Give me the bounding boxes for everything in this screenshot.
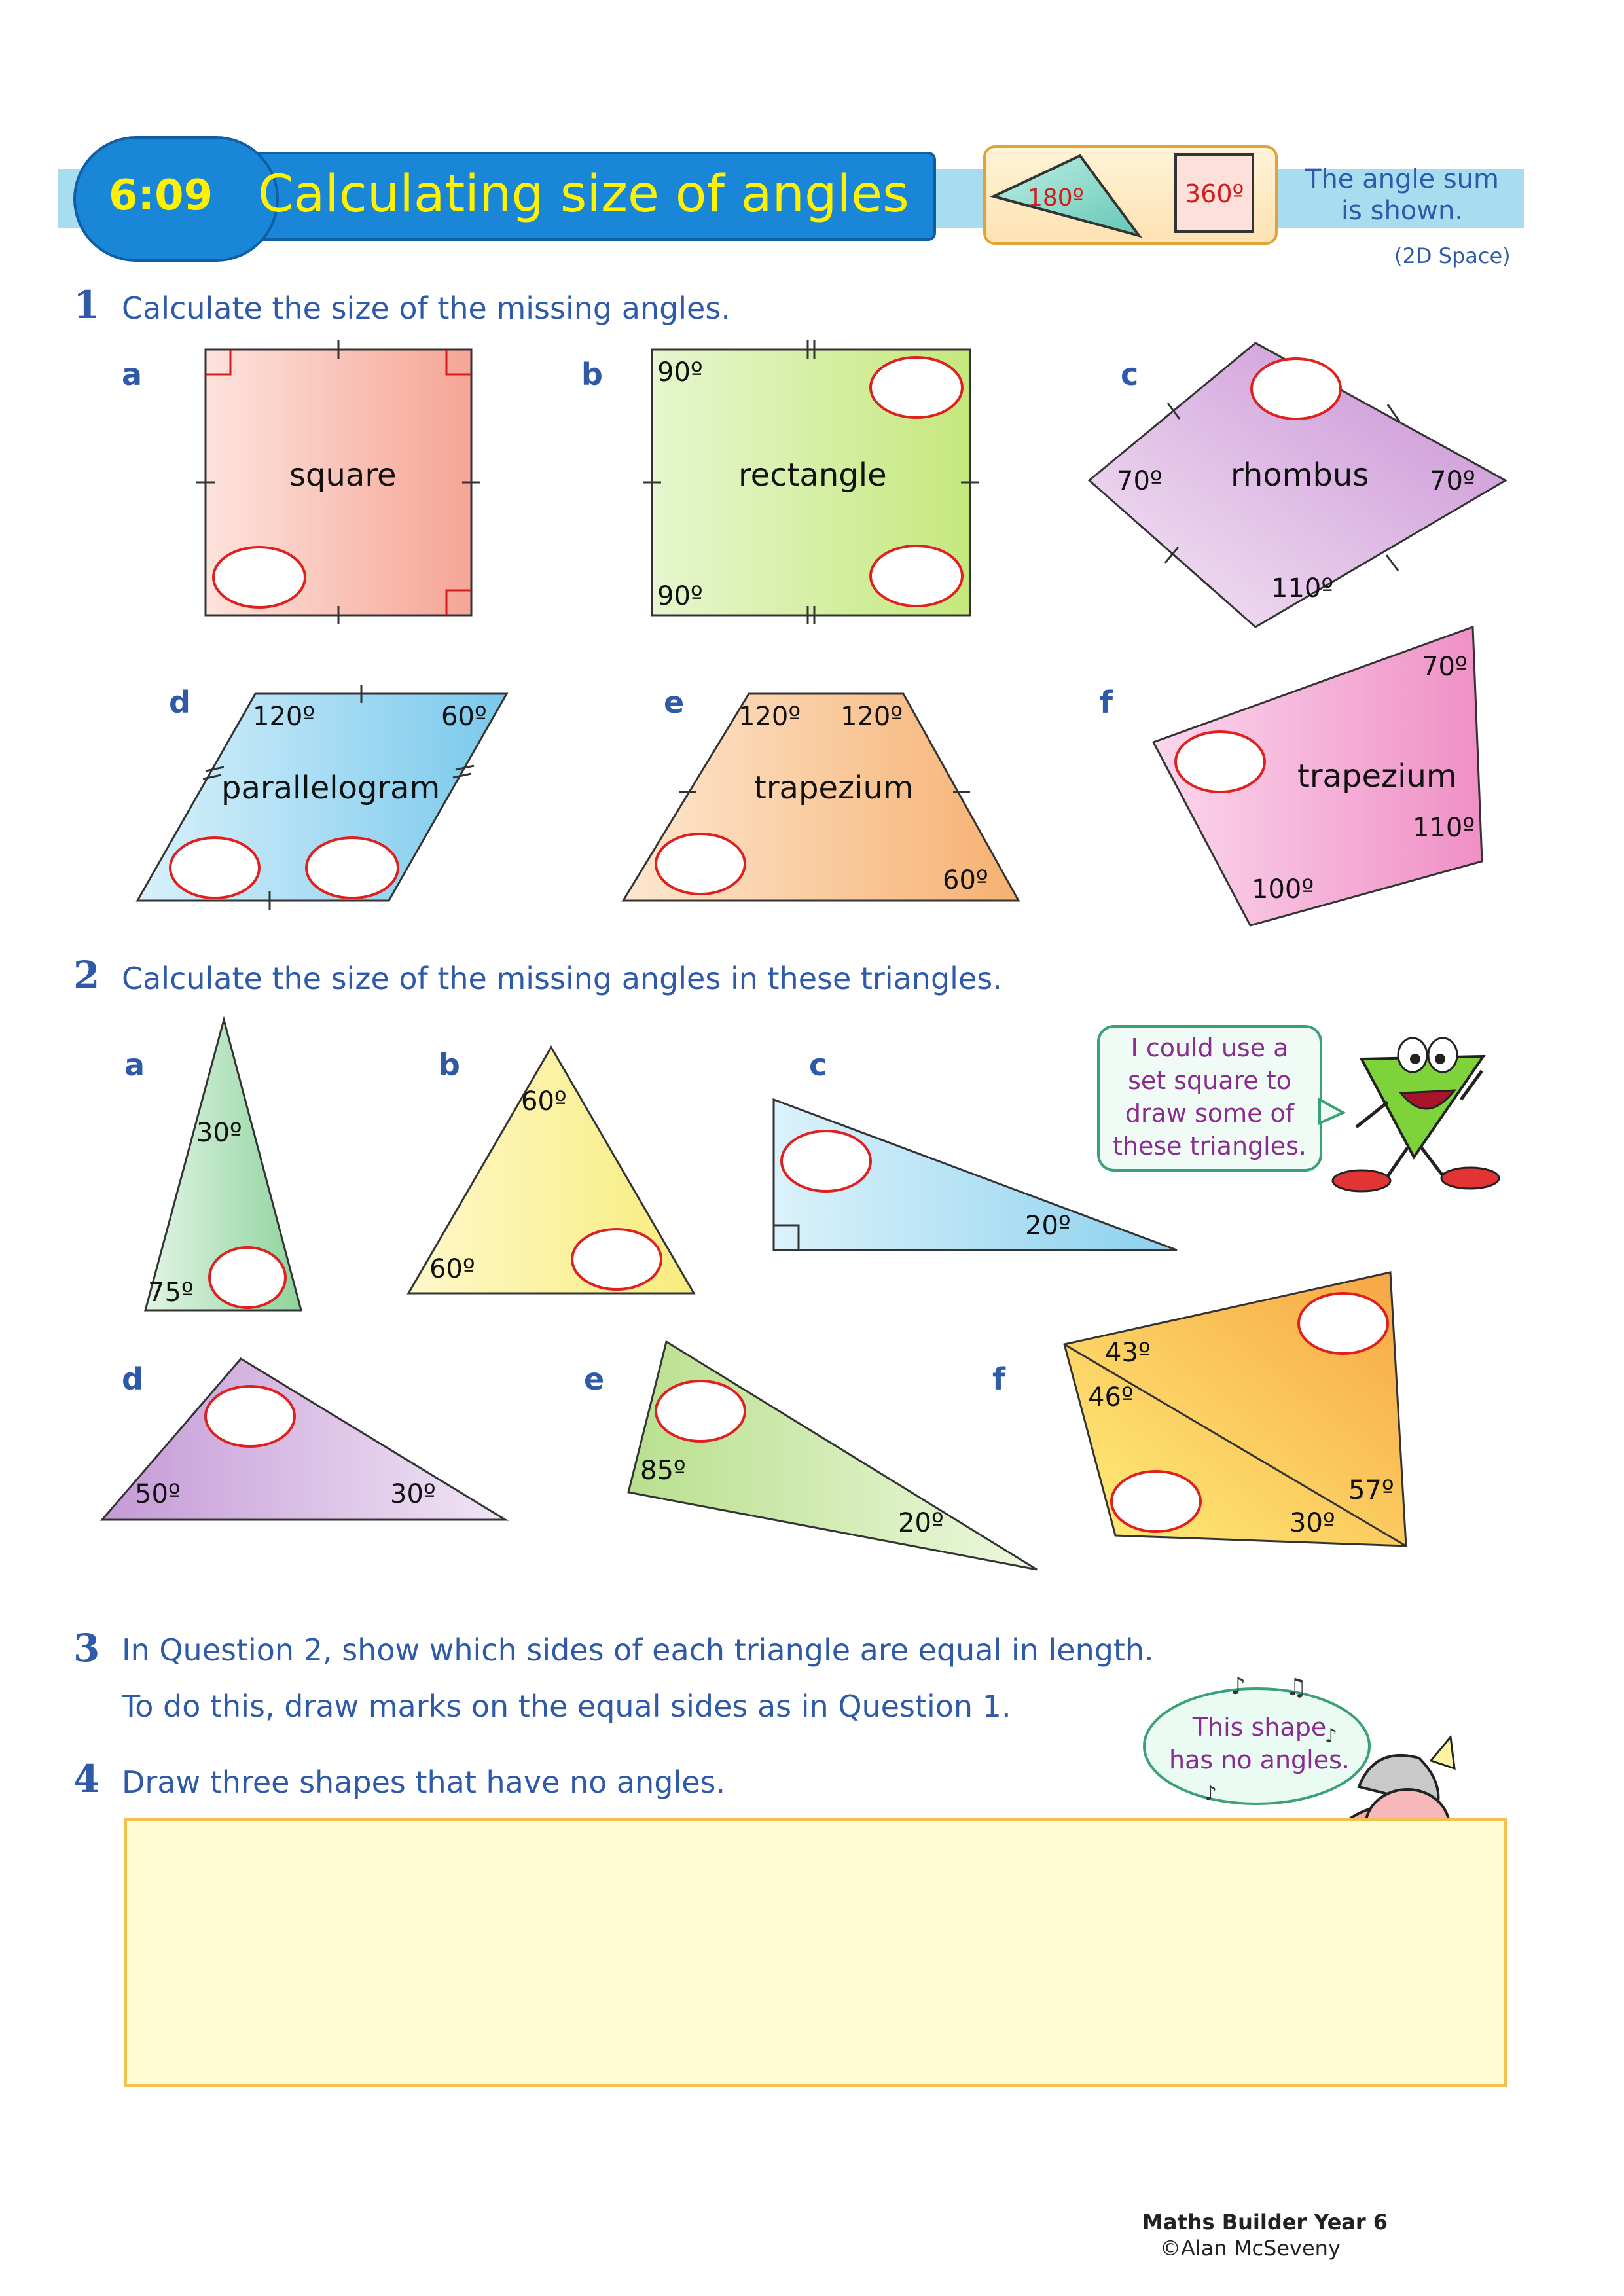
unit-number: 6:09 bbox=[109, 171, 213, 220]
speech-line: This shape bbox=[1192, 1713, 1327, 1742]
q2f-answer-circle-bottom bbox=[1111, 1471, 1200, 1532]
q3-text-line2: To do this, draw marks on the equal sides as in Question 1. bbox=[122, 1689, 1011, 1724]
q1e-answer-circle bbox=[656, 834, 745, 894]
q2b-letter: b bbox=[439, 1047, 460, 1083]
q1c-answer-circle bbox=[1252, 359, 1341, 419]
q1d-shape-label: parallelogram bbox=[221, 770, 441, 806]
angle-sum-note-line2: is shown. bbox=[1341, 196, 1464, 226]
music-note-icon: ♪ bbox=[1231, 1673, 1246, 1700]
q1b-shape-label: rectangle bbox=[738, 457, 887, 493]
speech-line: has no angles. bbox=[1169, 1746, 1350, 1774]
q1f-angle-label: 110º bbox=[1413, 813, 1475, 843]
speech-line: these triangles. bbox=[1112, 1132, 1307, 1160]
q1a-letter: a bbox=[122, 357, 143, 392]
q3-text-line1: In Question 2, show which sides of each triangle are equal in length. bbox=[122, 1632, 1154, 1668]
q2a-angle-label: 75º bbox=[148, 1278, 194, 1308]
q1-text: Calculate the size of the missing angles. bbox=[122, 291, 731, 326]
q1b-angle-label: 90º bbox=[657, 581, 703, 611]
q2f-angle-label: 30º bbox=[1290, 1508, 1335, 1538]
q1c-angle-label: 70º bbox=[1430, 466, 1475, 496]
q2f-angle-label: 43º bbox=[1105, 1338, 1151, 1368]
q1f-shape-label: trapezium bbox=[1297, 758, 1457, 795]
q1b-angle-label: 90º bbox=[657, 357, 703, 387]
q1e-angle-label: 60º bbox=[943, 865, 988, 895]
q1c-shape-label: rhombus bbox=[1231, 457, 1369, 493]
q1b-answer-circle-bottom bbox=[871, 546, 962, 606]
q2e-angle-label: 20º bbox=[898, 1508, 944, 1538]
speech-line: I could use a bbox=[1130, 1033, 1289, 1062]
q2d-answer-circle bbox=[206, 1386, 295, 1446]
q2d-angle-label: 30º bbox=[390, 1479, 436, 1509]
q2e-angle-label: 85º bbox=[640, 1456, 686, 1486]
q3-number: 3 bbox=[73, 1626, 100, 1670]
q2b-answer-circle bbox=[572, 1229, 661, 1289]
speech-line: draw some of bbox=[1125, 1099, 1295, 1128]
q4-number: 4 bbox=[73, 1757, 100, 1801]
triangle-sum-label: 180º bbox=[1028, 185, 1084, 211]
q1c-letter: c bbox=[1121, 357, 1139, 392]
q2c-letter: c bbox=[809, 1047, 827, 1083]
q1a-shape-label: square bbox=[289, 457, 397, 493]
q2f-angle-label: 46º bbox=[1088, 1382, 1134, 1412]
q2e-triangle-shape bbox=[628, 1342, 1037, 1570]
q1b-letter: b bbox=[581, 357, 603, 392]
q1f-answer-circle bbox=[1176, 732, 1265, 792]
q2c-answer-circle bbox=[782, 1131, 871, 1191]
q4-text: Draw three shapes that have no angles. bbox=[122, 1765, 726, 1800]
q1e-letter: e bbox=[664, 685, 685, 720]
q2f-answer-circle-top bbox=[1299, 1293, 1388, 1354]
speech-bubble-q4-text bbox=[1155, 1711, 1364, 1776]
music-note-icon: ♫ bbox=[1286, 1674, 1307, 1701]
q1d-answer-circle-right bbox=[306, 838, 398, 898]
q1e-angle-label: 120º bbox=[840, 702, 903, 732]
q2e-letter: e bbox=[584, 1361, 605, 1397]
strand-label: (2D Space) bbox=[1394, 243, 1511, 268]
q1c-angle-label: 110º bbox=[1271, 573, 1334, 603]
footer-copyright: ©Alan McSeveny bbox=[1160, 2236, 1341, 2261]
q1-number: 1 bbox=[73, 283, 100, 327]
q1d-letter: d bbox=[169, 685, 190, 720]
q1a-answer-circle bbox=[213, 547, 305, 607]
q1e-shape-label: trapezium bbox=[754, 770, 914, 806]
footer-book-title: Maths Builder Year 6 bbox=[1142, 2210, 1388, 2234]
q2d-letter: d bbox=[122, 1361, 143, 1397]
q2b-angle-label: 60º bbox=[521, 1086, 567, 1117]
q1d-angle-label: 60º bbox=[441, 702, 487, 732]
q2f-angle-label: 57º bbox=[1348, 1475, 1394, 1505]
speech-line: set square to bbox=[1128, 1066, 1291, 1095]
q1d-angle-label: 120º bbox=[253, 702, 316, 732]
q2a-letter: a bbox=[124, 1047, 145, 1083]
q2f-letter: f bbox=[992, 1361, 1006, 1397]
music-note-icon: ♪ bbox=[1204, 1782, 1218, 1805]
angle-sum-note-line1: The angle sum bbox=[1305, 164, 1499, 194]
page-title: Calculating size of angles bbox=[258, 165, 909, 224]
q2b-angle-label: 60º bbox=[429, 1254, 475, 1284]
triangle-mascot-illustration bbox=[1333, 1038, 1499, 1191]
q1f-angle-label: 100º bbox=[1252, 874, 1314, 905]
q2c-angle-label: 20º bbox=[1025, 1211, 1071, 1241]
square-sum-label: 360º bbox=[1185, 179, 1244, 208]
q1d-answer-circle-left bbox=[170, 838, 259, 898]
q1f-letter: f bbox=[1100, 685, 1113, 720]
q1b-answer-circle-top bbox=[871, 357, 962, 418]
q1f-angle-label: 70º bbox=[1422, 652, 1468, 682]
q2e-answer-circle bbox=[656, 1381, 745, 1441]
q2d-angle-label: 50º bbox=[135, 1479, 181, 1509]
q1e-angle-label: 120º bbox=[738, 702, 801, 732]
q2a-answer-circle bbox=[209, 1247, 285, 1308]
q4-drawing-area[interactable] bbox=[124, 1818, 1507, 2087]
q2a-angle-label: 30º bbox=[196, 1118, 242, 1148]
music-note-icon: ♪ bbox=[1325, 1725, 1338, 1748]
q1c-angle-label: 70º bbox=[1117, 466, 1163, 496]
q2-number: 2 bbox=[73, 953, 100, 997]
speech-bubble-q2-text bbox=[1100, 1031, 1320, 1162]
q2-text: Calculate the size of the missing angles in these triangles. bbox=[122, 961, 1002, 996]
